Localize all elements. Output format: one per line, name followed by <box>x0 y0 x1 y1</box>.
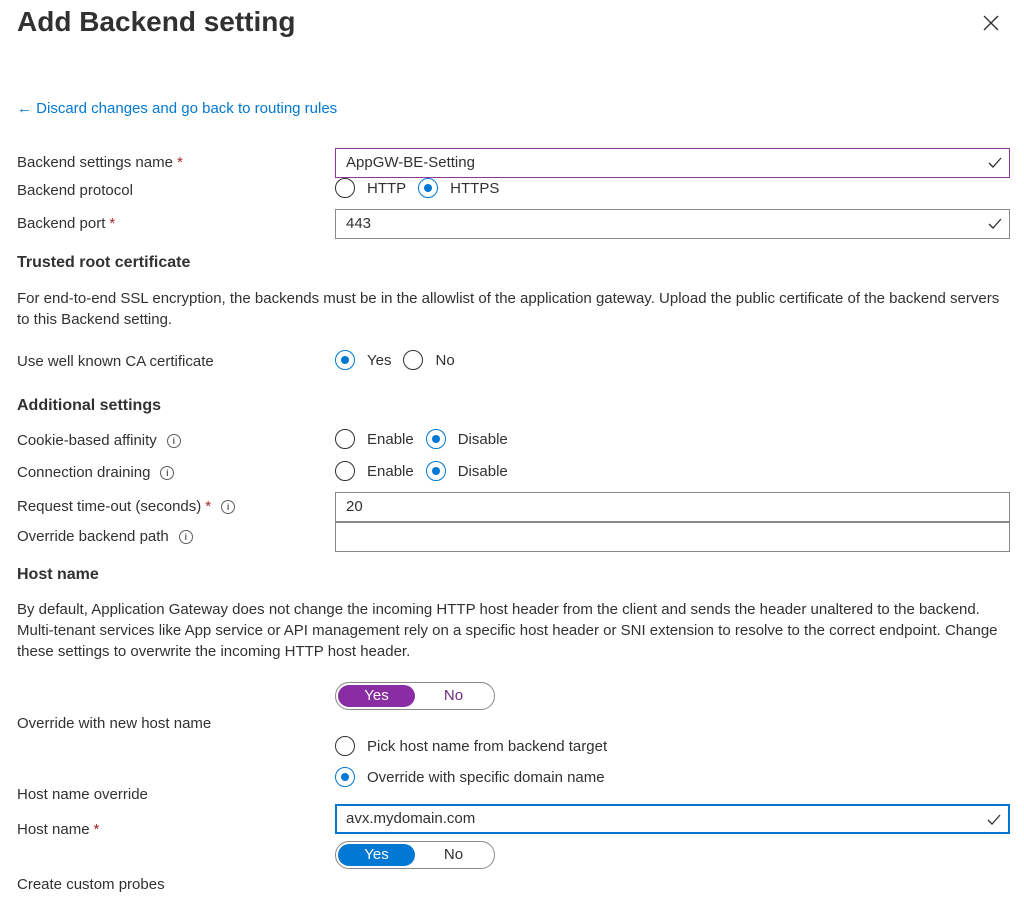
close-icon[interactable] <box>980 12 1002 34</box>
checkmark-icon <box>986 812 1002 828</box>
override-path-input[interactable] <box>335 522 1010 552</box>
radio-button-selected[interactable] <box>426 429 446 449</box>
info-icon[interactable]: i <box>167 434 181 448</box>
radio-button[interactable] <box>335 736 355 756</box>
info-icon[interactable]: i <box>179 530 193 544</box>
well-known-ca-no-option[interactable]: No <box>403 350 454 370</box>
pick-host-from-backend-option[interactable]: Pick host name from backend target <box>335 736 607 756</box>
override-specific-domain-option[interactable]: Override with specific domain name <box>335 767 605 787</box>
host-name-description: By default, Application Gateway does not change the incoming HTTP host header from the client and sends the header unaltered to the backend. Multi-tenant services like App service or API management rely on a specific host header or SNI extension to resolve to the correct endpoint. Change these settings to overwrite the incoming HTTP host header. <box>17 601 998 660</box>
protocol-http-option[interactable]: HTTP <box>335 178 406 198</box>
radio-button[interactable] <box>403 350 423 370</box>
custom-probes-no[interactable]: No <box>443 846 464 863</box>
page-title: Add Backend setting <box>17 6 296 37</box>
connection-draining-disable-option[interactable]: Disable <box>426 461 508 481</box>
connection-draining-radio-group <box>335 461 520 481</box>
radio-button-selected[interactable] <box>335 767 355 787</box>
request-timeout-input[interactable]: 20 <box>335 492 1010 522</box>
radio-button-selected[interactable] <box>335 350 355 370</box>
cookie-affinity-label: Cookie-based affinity i <box>17 432 181 449</box>
cookie-affinity-radio-group <box>335 429 520 449</box>
trusted-root-heading: Trusted root certificate <box>17 254 191 271</box>
radio-button[interactable] <box>335 429 355 449</box>
additional-settings-heading: Additional settings <box>17 397 161 414</box>
override-host-no[interactable]: No <box>443 687 464 704</box>
override-host-toggle[interactable] <box>335 682 495 710</box>
radio-button[interactable] <box>335 178 355 198</box>
cookie-affinity-enable-option[interactable]: Enable <box>335 429 414 449</box>
info-icon[interactable]: i <box>221 500 235 514</box>
well-known-ca-radio-group <box>335 350 467 370</box>
cookie-affinity-disable-option[interactable]: Disable <box>426 429 508 449</box>
radio-button-selected[interactable] <box>426 461 446 481</box>
protocol-https-option[interactable]: HTTPS <box>418 178 499 198</box>
checkmark-icon <box>987 216 1003 232</box>
host-override-specific-row <box>335 767 617 787</box>
settings-name-label: Backend settings name * <box>17 154 183 171</box>
trusted-root-description: For end-to-end SSL encryption, the backends must be in the allowlist of the application gateway. Upload the public certificate of the backend servers to this Backend setting. <box>17 290 1000 328</box>
protocol-label: Backend protocol <box>17 182 133 199</box>
well-known-ca-yes-option[interactable]: Yes <box>335 350 391 370</box>
protocol-radio-group <box>335 178 511 198</box>
override-path-label: Override backend path i <box>17 528 193 545</box>
custom-probes-label: Create custom probes <box>17 876 165 893</box>
host-name-heading: Host name <box>17 566 99 583</box>
host-name-label: Host name * <box>17 821 100 838</box>
host-name-override-label: Host name override <box>17 786 148 803</box>
checkmark-icon <box>987 155 1003 171</box>
override-host-yes[interactable]: Yes <box>338 685 415 707</box>
request-timeout-label: Request time-out (seconds) * i <box>17 498 235 515</box>
info-icon[interactable]: i <box>160 466 174 480</box>
port-input[interactable]: 443 <box>335 209 1010 239</box>
connection-draining-enable-option[interactable]: Enable <box>335 461 414 481</box>
override-host-label: Override with new host name <box>17 715 212 732</box>
host-name-input[interactable]: avx.mydomain.com <box>335 804 1010 834</box>
radio-button-selected[interactable] <box>418 178 438 198</box>
host-override-pick-row <box>335 736 619 756</box>
custom-probes-yes[interactable]: Yes <box>338 844 415 866</box>
custom-probes-toggle[interactable] <box>335 841 495 869</box>
well-known-ca-label: Use well known CA certificate <box>17 353 214 370</box>
port-label: Backend port * <box>17 215 116 232</box>
settings-name-input[interactable]: AppGW-BE-Setting <box>335 148 1010 178</box>
discard-changes-link[interactable]: ← Discard changes and go back to routing rules <box>17 100 338 117</box>
connection-draining-label: Connection draining i <box>17 464 174 481</box>
radio-button[interactable] <box>335 461 355 481</box>
